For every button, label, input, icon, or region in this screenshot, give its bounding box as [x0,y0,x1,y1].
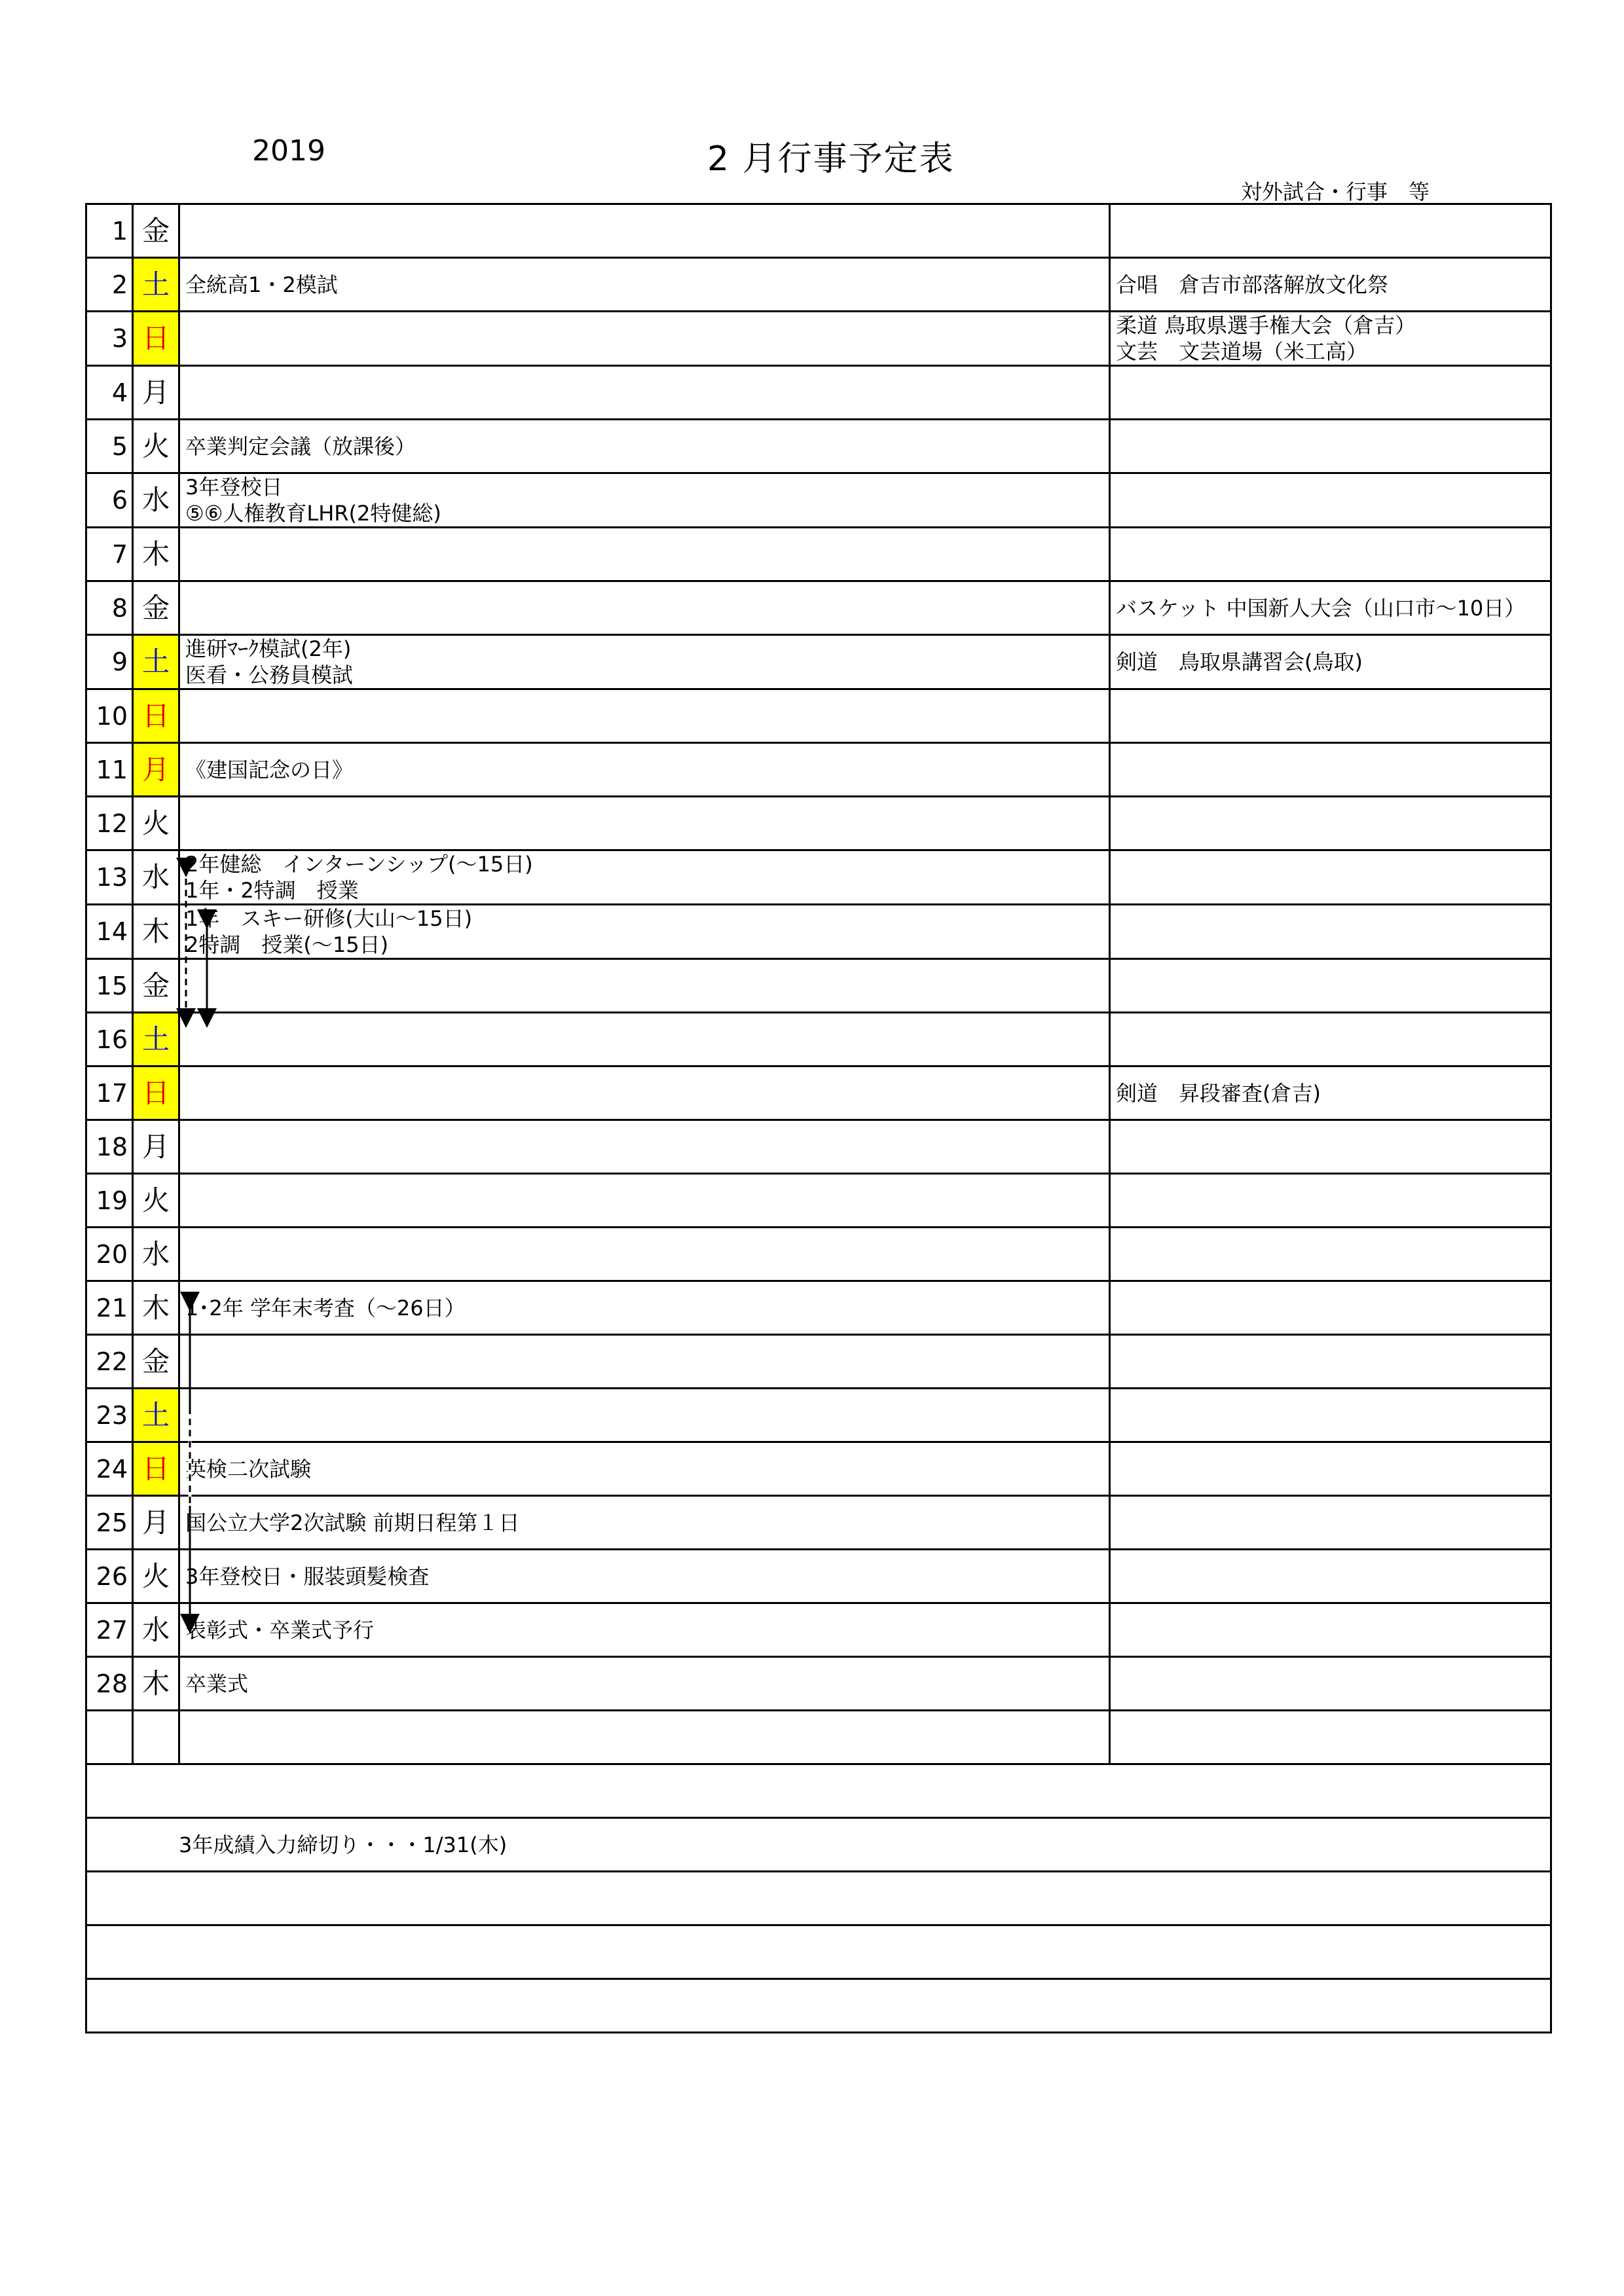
note-row [86,1925,1551,1979]
day-number: 8 [86,581,133,635]
school-events-cell [179,797,1110,850]
day-number: 27 [86,1603,133,1657]
calendar-table [85,203,1552,2033]
day-of-week: 火 [133,1550,179,1603]
school-events-cell [179,1228,1110,1281]
day-row [86,258,1551,312]
day-number: 26 [86,1550,133,1603]
external-events-cell [1110,1066,1551,1120]
school-event-line: 1年 スキー研修(大山～15日) [185,906,473,931]
school-events-cell [179,1335,1110,1389]
note-cell [86,1979,1551,2033]
school-events-cell [179,959,1110,1013]
external-events-cell [1110,1657,1551,1711]
school-events-cell [179,312,1110,366]
day-row [86,743,1551,797]
note-cell [86,1764,1551,1818]
day-of-week: 月 [133,1496,179,1550]
school-events-cell [179,1603,1110,1657]
external-events-cell [1110,1013,1551,1066]
day-number: 23 [86,1389,133,1442]
day-row [86,689,1551,743]
day-number: 1 [86,204,133,258]
external-events-cell [1110,905,1551,959]
day-row [86,1281,1551,1335]
external-events-cell [1110,473,1551,528]
external-events-cell [1110,528,1551,581]
day-number: 24 [86,1442,133,1496]
external-event-line: 柔道 鳥取県選手権大会（倉吉） [1116,313,1416,338]
external-events-cell [1110,581,1551,635]
school-events-cell [179,689,1110,743]
external-events-cell [1110,1389,1551,1442]
day-of-week: 金 [133,581,179,635]
day-row [86,1550,1551,1603]
day-number: 21 [86,1281,133,1335]
note-cell [86,1872,1551,1925]
external-events-cell [1110,635,1551,689]
school-events-cell [179,420,1110,473]
day-of-week: 水 [133,850,179,905]
day-number: 15 [86,959,133,1013]
day-number: 25 [86,1496,133,1550]
day-of-week: 日 [133,312,179,366]
external-event-line: 剣道 昇段審査(倉吉) [1116,1080,1321,1106]
external-events-cell [1110,1335,1551,1389]
day-of-week: 日 [133,689,179,743]
day-number: 2 [86,258,133,312]
day-of-week: 金 [133,959,179,1013]
school-events-cell [179,1120,1110,1174]
day-number: 14 [86,905,133,959]
day-row [86,1389,1551,1442]
note-cell: 3年成績入力締切り・・・1/31(木) [86,1818,1551,1872]
external-events-cell [1110,366,1551,420]
day-number: 18 [86,1120,133,1174]
day-row [86,581,1551,635]
day-of-week: 土 [133,635,179,689]
school-event-line: 2年健総 インターンシップ(～15日) [185,852,533,877]
day-of-week: 水 [133,1603,179,1657]
day-number: 16 [86,1013,133,1066]
school-events-cell [179,581,1110,635]
external-event-line: 文芸 文芸道場（米工高） [1116,339,1368,364]
school-events-cell [179,204,1110,258]
note-row [86,1979,1551,2033]
school-events-cell [179,473,1110,528]
note-row [86,1872,1551,1925]
school-events-cell [179,1442,1110,1496]
day-number: 9 [86,635,133,689]
day-of-week: 土 [133,258,179,312]
day-row [86,473,1551,528]
note-row [86,1818,1551,1872]
school-event-line: 国公立大学2次試験 前期日程第１日 [185,1510,520,1535]
day-row [86,1711,1551,1764]
day-of-week: 木 [133,528,179,581]
external-events-cell [1110,1496,1551,1550]
day-of-week: 金 [133,1335,179,1389]
school-events-cell [179,1281,1110,1335]
day-number: 10 [86,689,133,743]
school-events-cell [179,743,1110,797]
day-of-week: 月 [133,743,179,797]
external-event-line: 合唱 倉吉市部落解放文化祭 [1116,272,1389,297]
day-row [86,1335,1551,1389]
school-event-line: 3年登校日・服装頭髪検査 [185,1563,430,1589]
school-events-cell [179,366,1110,420]
day-number: 17 [86,1066,133,1120]
day-number: 7 [86,528,133,581]
school-events-cell [179,1389,1110,1442]
day-row [86,420,1551,473]
day-of-week: 日 [133,1442,179,1496]
external-events-cell [1110,797,1551,850]
school-events-cell [179,258,1110,312]
day-row [86,797,1551,850]
day-of-week: 火 [133,420,179,473]
day-row [86,1013,1551,1066]
day-row [86,1228,1551,1281]
day-row [86,312,1551,366]
external-events-cell [1110,1550,1551,1603]
day-of-week [133,1711,179,1764]
day-of-week: 火 [133,797,179,850]
day-of-week: 木 [133,905,179,959]
external-events-cell [1110,689,1551,743]
day-row [86,1496,1551,1550]
school-events-cell [179,1657,1110,1711]
day-row [86,1442,1551,1496]
external-events-cell [1110,1442,1551,1496]
day-of-week: 日 [133,1066,179,1120]
school-events-cell [179,1174,1110,1228]
day-row [86,635,1551,689]
day-row [86,1603,1551,1657]
day-row [86,1120,1551,1174]
day-of-week: 土 [133,1389,179,1442]
school-event-line: 2特調 授業(～15日) [185,932,389,957]
day-row [86,528,1551,581]
day-number: 5 [86,420,133,473]
external-events-cell [1110,1174,1551,1228]
day-of-week: 木 [133,1657,179,1711]
day-row [86,1657,1551,1711]
note-cell [86,1925,1551,1979]
day-row [86,1174,1551,1228]
school-event-line: 医看・公務員模試 [185,663,354,687]
school-events-cell [179,905,1110,959]
school-event-line: 英検二次試験 [185,1456,312,1482]
external-events-cell [1110,850,1551,905]
school-events-cell [179,1496,1110,1550]
school-event-line: 全統高1・2模試 [185,272,338,297]
school-events-cell [179,850,1110,905]
day-number: 6 [86,473,133,528]
school-events-cell [179,1013,1110,1066]
day-row [86,1066,1551,1120]
year-label: 2019 [252,134,325,168]
school-events-cell [179,528,1110,581]
day-number: 13 [86,850,133,905]
school-events-cell [179,1711,1110,1764]
school-event-line: 《建国記念の日》 [185,757,354,782]
day-of-week: 木 [133,1281,179,1335]
school-event-line: 3年登校日 [185,475,283,500]
external-event-line: 剣道 鳥取県講習会(鳥取) [1116,649,1363,674]
external-events-cell [1110,959,1551,1013]
day-row [86,905,1551,959]
day-number: 22 [86,1335,133,1389]
external-events-cell [1110,1281,1551,1335]
school-event-line: 1年・2特調 授業 [185,878,359,903]
day-row [86,366,1551,420]
school-event-line: 表彰式・卒業式予行 [185,1617,375,1643]
school-events-cell [179,1550,1110,1603]
day-number: 4 [86,366,133,420]
day-number: 28 [86,1657,133,1711]
external-events-cell [1110,312,1551,366]
external-events-cell [1110,1228,1551,1281]
school-event-line: 卒業判定会議（放課後） [185,433,416,459]
school-event-line: 卒業式 [185,1671,249,1696]
day-of-week: 月 [133,366,179,420]
school-event-line: 進研ﾏｰｸ模試(2年) [185,636,352,661]
external-events-cell [1110,1711,1551,1764]
day-row [86,959,1551,1013]
day-number: 3 [86,312,133,366]
external-events-cell [1110,420,1551,473]
external-events-cell [1110,258,1551,312]
day-of-week: 月 [133,1120,179,1174]
note-row [86,1764,1551,1818]
day-of-week: 火 [133,1174,179,1228]
page-title: 2 月行事予定表 [707,139,955,179]
external-event-line: バスケット 中国新人大会（山口市～10日） [1116,595,1526,621]
school-events-cell [179,635,1110,689]
day-number: 12 [86,797,133,850]
day-number: 20 [86,1228,133,1281]
day-number: 19 [86,1174,133,1228]
external-events-cell [1110,1603,1551,1657]
school-events-cell [179,1066,1110,1120]
day-of-week: 水 [133,473,179,528]
day-row [86,204,1551,258]
external-events-cell [1110,204,1551,258]
school-event-line: ⑤⑥人権教育LHR(2特健総) [185,501,441,526]
day-of-week: 土 [133,1013,179,1066]
day-row [86,850,1551,905]
external-events-header: 対外試合・行事 等 [1241,179,1430,204]
day-of-week: 金 [133,204,179,258]
day-of-week: 水 [133,1228,179,1281]
school-event-line: 1･2年 学年末考査（～26日） [185,1295,466,1321]
day-number [86,1711,133,1764]
external-events-cell [1110,743,1551,797]
external-events-cell [1110,1120,1551,1174]
day-number: 11 [86,743,133,797]
